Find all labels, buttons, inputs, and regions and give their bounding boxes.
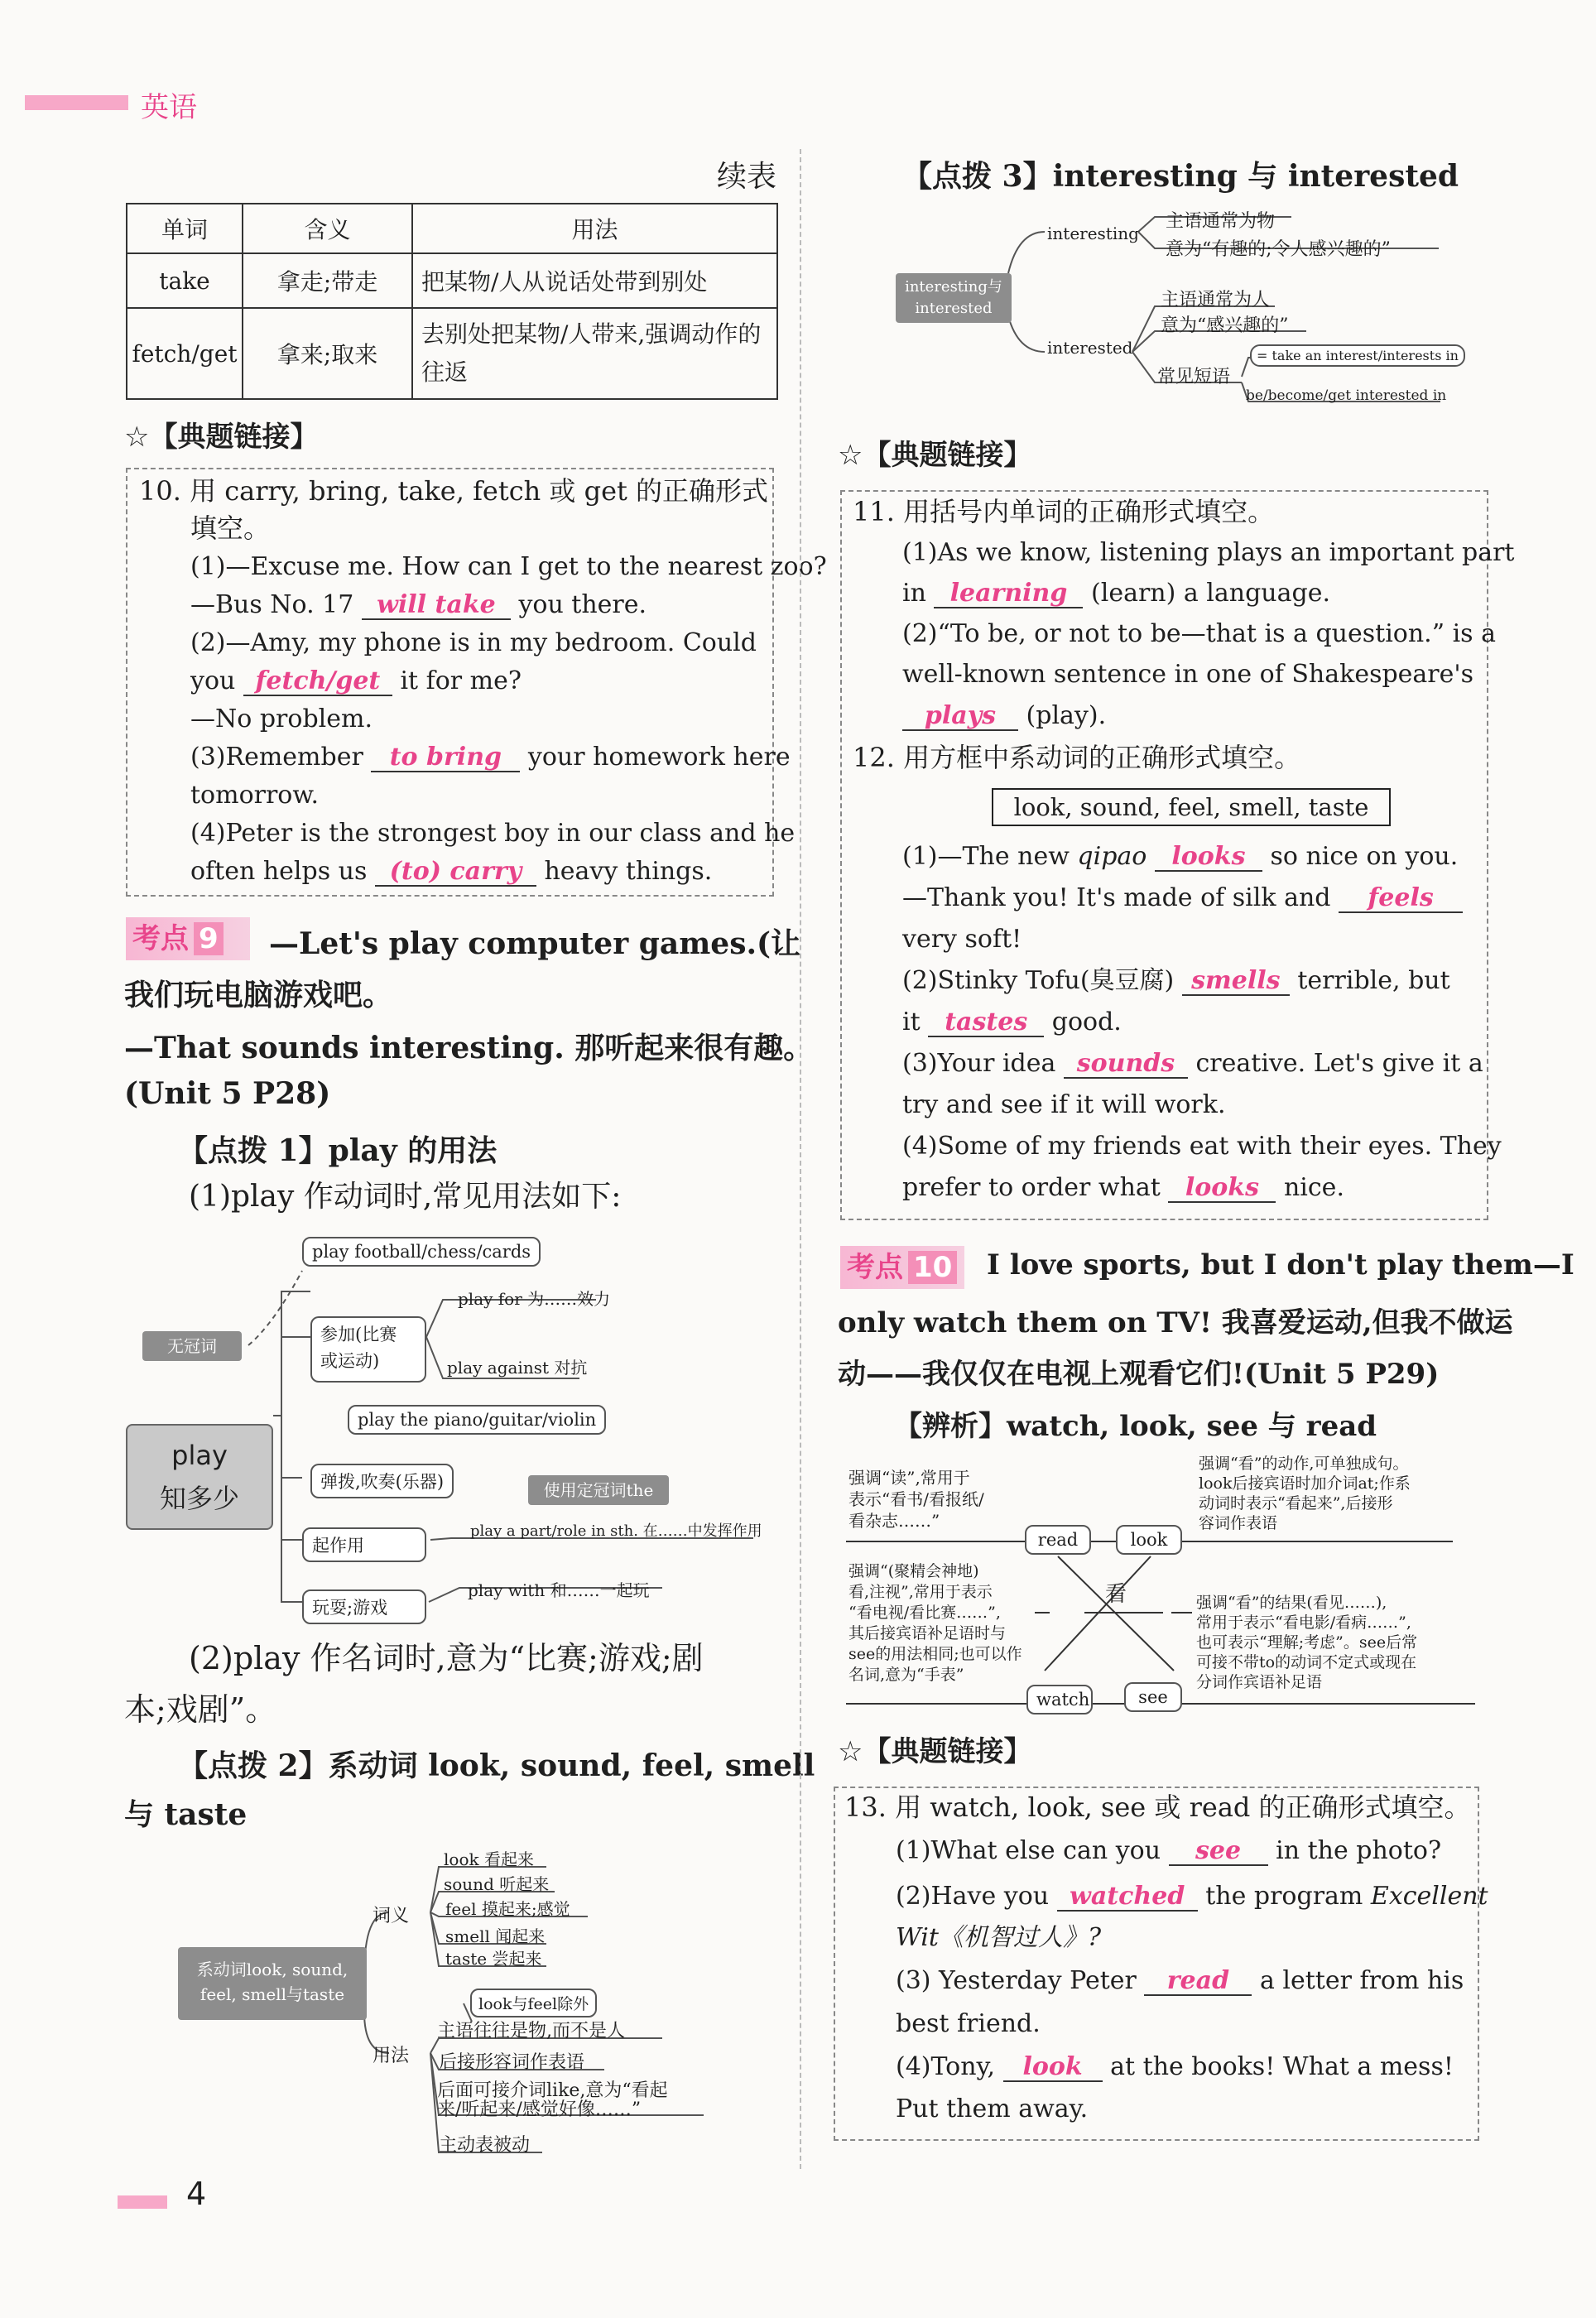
q12-word-box: look, sound, feel, smell, taste	[992, 788, 1391, 826]
q12-text: terrible, but	[1297, 966, 1450, 995]
subject-label: 英语	[141, 91, 197, 124]
q11-line	[902, 575, 1330, 613]
q12-line: (4)Some of my friends eat with their eyes. They	[902, 1132, 1502, 1161]
linking-center-node: 系动词look, sound, feel, smell与taste	[178, 1947, 367, 2020]
q12-text: so nice on you.	[1270, 842, 1459, 871]
q10-line: tomorrow.	[190, 781, 320, 810]
answer-text: sounds	[1076, 1049, 1175, 1078]
play-phrase: play with 和……一起玩	[468, 1580, 650, 1600]
answer-blank	[1182, 968, 1290, 996]
q12-text: (3)Your idea	[902, 1049, 1056, 1078]
tip-title: 【点拨 2】系动词 look, sound, feel, smell	[178, 1748, 815, 1783]
q13-text: a letter from his	[1259, 1966, 1464, 1995]
answer-text: looks	[1185, 1173, 1259, 1202]
q13-line	[896, 1962, 1464, 2000]
linking-usage: 后面可接介词like,意为“看起	[437, 2080, 668, 2101]
q12-text: creative. Let's give it a	[1195, 1049, 1483, 1078]
tip-title: 【点拨 1】play 的用法	[178, 1133, 498, 1168]
linking-meaning: look 看起来	[444, 1849, 534, 1869]
answer-text: look	[1022, 2052, 1083, 2081]
answer-text: plays	[924, 701, 997, 730]
tip3-word: interesting	[1047, 224, 1139, 243]
q10-line: (2)—Amy, my phone is in my bedroom. Could	[190, 628, 757, 657]
tip3-note: 常见短语	[1157, 367, 1231, 387]
q10-text: (3)Remember	[190, 743, 363, 772]
q12-line: very soft!	[902, 925, 1022, 954]
desc-see	[1196, 1593, 1417, 1692]
kd10-text: only watch them on TV! 我喜爱运动,但我不做运	[838, 1306, 1513, 1339]
kaodian-badge	[840, 1246, 964, 1289]
tip3-note: 意为“感兴趣的”	[1161, 315, 1289, 336]
desc-line: 分词作宾语补足语	[1196, 1673, 1323, 1691]
tip3-center-node: interesting与interested	[896, 273, 1012, 323]
q12-line	[902, 1003, 1122, 1041]
desc-line: 也可表示“理解;考虑”。see后常	[1196, 1633, 1418, 1652]
desc-line: 看杂志……”	[848, 1511, 940, 1531]
answer-blank	[934, 580, 1083, 608]
tip-title: 【辨析】watch, look, see 与 read	[894, 1410, 1377, 1443]
desc-line: look后接宾语时加介词at;作系	[1199, 1474, 1411, 1493]
desc-line: 名词,意为“手表”	[848, 1666, 964, 1684]
q10-text: your homework here	[527, 743, 791, 772]
link-title: ☆【典题链接】	[124, 421, 319, 454]
q12-line	[902, 962, 1450, 1000]
q10-stem: 10. 用 carry, bring, take, fetch 或 get 的正确形式	[139, 475, 769, 507]
watch-map-center: 看	[1105, 1582, 1127, 1607]
no-article-tag: 无冠词	[142, 1331, 242, 1361]
desc-read	[848, 1467, 984, 1532]
linking-usage: 来/听起来/感觉好像……”	[437, 2099, 642, 2120]
q10-stem: 填空。	[190, 512, 271, 544]
linking-usage: 后接形容词作表语	[439, 2052, 585, 2073]
answer-text: to bring	[389, 743, 502, 772]
play-phrase: play for 为……效力	[458, 1289, 611, 1309]
desc-line: 强调“读”,常用于	[848, 1468, 970, 1488]
play-center-title: play	[171, 1440, 228, 1471]
tip-title: 与 taste	[124, 1797, 248, 1832]
desc-line: see的用法相同;也可以作	[848, 1645, 1022, 1663]
table-cell: take	[127, 253, 243, 308]
answer-blank	[243, 668, 392, 696]
q12-line	[902, 838, 1458, 876]
kaodian-number: 10	[908, 1251, 957, 1284]
q12-text: good.	[1051, 1008, 1122, 1036]
q12-text: qipao	[1077, 842, 1147, 871]
answer-blank	[371, 744, 520, 772]
q13-text: in the photo?	[1276, 1836, 1442, 1865]
q10-line	[190, 586, 647, 624]
q11-line: (1)As we know, listening plays an important part	[902, 538, 1515, 567]
use-the-tag: 使用定冠词the	[528, 1475, 669, 1505]
linking-meaning: taste 尝起来	[445, 1949, 542, 1969]
answer-text: see	[1195, 1836, 1242, 1865]
q10-line: —No problem.	[190, 705, 373, 733]
q10-text: it for me?	[400, 666, 522, 695]
desc-line: 看,注视”,常用于表示	[848, 1583, 993, 1601]
answer-text: fetch/get	[255, 666, 381, 695]
q13-stem: 13. 用 watch, look, see 或 read 的正确形式填空。	[844, 1791, 1471, 1823]
play-noun-text: 本;戏剧”。	[124, 1691, 277, 1728]
tip3-note: 主语通常为人	[1161, 290, 1271, 310]
word-node-look: look	[1116, 1525, 1182, 1555]
q10-text: heavy things.	[544, 857, 713, 886]
answer-text: read	[1166, 1966, 1230, 1995]
q11-text: in	[902, 579, 926, 608]
kaodian-badge	[126, 917, 250, 960]
kd10-text: 动——我仅仅在电视上观看它们!(Unit 5 P29)	[838, 1358, 1440, 1391]
q11-line: (2)“To be, or not to be—that is a question.” is a	[902, 619, 1496, 648]
play-node	[310, 1316, 426, 1383]
q13-text: (1)What else can you	[896, 1836, 1161, 1865]
answer-text: (to) carry	[389, 857, 522, 886]
answer-blank	[1169, 1838, 1268, 1866]
linking-meaning: sound 听起来	[444, 1874, 550, 1894]
q13-text: Excellent	[1370, 1882, 1488, 1911]
answer-blank	[1064, 1051, 1188, 1079]
answer-blank	[928, 1009, 1044, 1037]
q10-text: —Bus No. 17	[190, 590, 354, 619]
continued-label: 续表	[717, 160, 777, 194]
kd9-text: —That sounds interesting. 那听起来很有趣。	[124, 1031, 814, 1065]
desc-line: 强调“看”的结果(看见……),	[1196, 1594, 1387, 1612]
answer-text: tastes	[945, 1008, 1028, 1036]
column-divider	[800, 149, 801, 2169]
desc-line: 可接不带to的动词不定式或现在	[1196, 1653, 1417, 1671]
linking-usage-label: 用法	[373, 2046, 410, 2066]
linking-meaning-label: 词义	[373, 1906, 410, 1926]
play-node: 弹拨,吹奏(乐器)	[310, 1464, 454, 1498]
answer-text: will take	[377, 590, 496, 619]
q10-text: you there.	[518, 590, 647, 619]
linking-usage: 主语往往是物,而不是人	[437, 2021, 625, 2041]
q10-line: (4)Peter is the strongest boy in our class and he	[190, 819, 796, 848]
answer-text: looks	[1171, 842, 1246, 871]
play-center-subtitle: 知多少	[159, 1483, 239, 1514]
play-node-line: 参加(比赛	[320, 1325, 397, 1344]
tip3-note: 意为“有趣的;令人感兴趣的”	[1166, 239, 1391, 260]
play-noun-text: (2)play 作名词时,意为“比赛;游戏;剧	[189, 1640, 704, 1676]
q10-line	[190, 853, 712, 891]
table-cell: 去别处把某物/人带来,强调动作的往返	[412, 308, 777, 399]
tip3-title: 【点拨 3】interesting 与 interested	[902, 159, 1459, 194]
answer-blank	[1155, 844, 1262, 872]
q13-line	[896, 1832, 1441, 1870]
q12-text: —Thank you! It's made of silk and	[902, 883, 1331, 912]
q10-line	[190, 738, 791, 777]
q10-line: (1)—Excuse me. How can I get to the nearest zoo?	[190, 552, 827, 581]
linking-usage: 主动表被动	[439, 2135, 531, 2156]
answer-text: watched	[1070, 1882, 1185, 1911]
desc-look	[1199, 1454, 1411, 1533]
tip-text: (1)play 作动词时,常见用法如下:	[189, 1180, 622, 1214]
q12-line	[902, 1045, 1483, 1083]
table-header: 用法	[412, 204, 777, 253]
word-usage-table	[126, 203, 778, 400]
answer-blank	[902, 703, 1018, 731]
q13-text: (4)Tony,	[896, 2052, 996, 2081]
q12-line	[902, 1169, 1344, 1207]
table-cell: 拿走;带走	[243, 253, 412, 308]
desc-line: 动词时表示“看起来”,后接形	[1199, 1494, 1393, 1512]
answer-blank	[1003, 2054, 1103, 2082]
q11-text: (play).	[1026, 701, 1107, 730]
desc-line: 表示“看书/看报纸/	[848, 1489, 984, 1509]
answer-text: learning	[949, 579, 1068, 608]
play-phrase: play a part/role in sth. 在……中发挥作用	[470, 1522, 762, 1540]
q13-line: Put them away.	[896, 2094, 1089, 2123]
answer-blank	[1339, 885, 1463, 913]
q13-text: the program	[1205, 1882, 1363, 1911]
desc-line: 强调“看”的动作,可单独成句。	[1199, 1455, 1409, 1473]
desc-line: 容词作表语	[1199, 1514, 1278, 1532]
kd9-text: 我们玩电脑游戏吧。	[124, 978, 393, 1012]
q13-text: at the books! What a mess!	[1110, 2052, 1454, 2081]
play-node: play the piano/guitar/violin	[348, 1405, 606, 1435]
q12-text: nice.	[1283, 1173, 1344, 1202]
play-phrase: play against 对抗	[447, 1358, 588, 1378]
linking-exception-node: look与feel除外	[470, 1989, 597, 2017]
q12-text: prefer to order what	[902, 1173, 1161, 1202]
word-node-read: read	[1025, 1525, 1091, 1555]
answer-blank	[1168, 1175, 1276, 1203]
linking-meaning: feel 摸起来;感觉	[445, 1899, 570, 1919]
linking-meaning: smell 闻起来	[445, 1926, 546, 1946]
q11-line: well-known sentence in one of Shakespeare's	[902, 660, 1474, 689]
answer-blank	[375, 858, 536, 887]
tip3-note: 主语通常为物	[1166, 211, 1276, 232]
link-title: ☆【典题链接】	[838, 1735, 1032, 1768]
play-node-line: 或运动)	[320, 1351, 380, 1371]
answer-text: smells	[1191, 966, 1281, 995]
play-node: play football/chess/cards	[302, 1237, 541, 1267]
q13-line	[896, 2048, 1454, 2086]
answer-blank	[1144, 1968, 1252, 1996]
kaodian-label: 考点	[132, 922, 189, 955]
desc-line: 强调“(聚精会神地)	[848, 1562, 979, 1580]
word-node-see: see	[1124, 1682, 1182, 1712]
table-header: 单词	[127, 204, 243, 253]
answer-blank	[362, 592, 511, 620]
page-number: 4	[186, 2176, 207, 2212]
table-cell: 把某物/人从说话处带到别处	[412, 253, 777, 308]
kaodian-label: 考点	[847, 1251, 903, 1284]
q12-line	[902, 879, 1463, 917]
play-center-node	[126, 1424, 273, 1530]
kaodian-number: 9	[194, 922, 224, 955]
desc-line: 常用于表示“看电影/看病……”,	[1196, 1613, 1411, 1632]
kd9-text: (Unit 5 P28)	[124, 1076, 331, 1111]
link-title: ☆【典题链接】	[838, 439, 1032, 472]
tip3-phrase: be/become/get interested in	[1246, 387, 1447, 404]
table-cell: 拿来;取来	[243, 308, 412, 399]
answer-text: feels	[1368, 883, 1434, 912]
word-node-watch: watch	[1026, 1685, 1093, 1714]
table-cell: fetch/get	[127, 308, 243, 399]
q11-stem: 11. 用括号内单词的正确形式填空。	[853, 496, 1275, 527]
q12-text: it	[902, 1008, 921, 1036]
kd10-text: I love sports, but I don't play them—I	[987, 1248, 1574, 1282]
desc-watch	[848, 1561, 1022, 1686]
q10-line	[190, 662, 522, 700]
play-node: 玩耍;游戏	[302, 1589, 426, 1624]
q13-text: (3) Yesterday Peter	[896, 1966, 1137, 1995]
desc-line: “看电视/看比赛……”,	[848, 1604, 1001, 1622]
q12-stem: 12. 用方框中系动词的正确形式填空。	[853, 742, 1301, 773]
q10-text: often helps us	[190, 857, 368, 886]
q12-text: (1)—The new	[902, 842, 1070, 871]
desc-line: 其后接宾语补足语时与	[848, 1624, 1007, 1642]
header-pink-bar	[25, 95, 128, 110]
q13-line	[896, 1878, 1488, 1916]
q11-text: (learn) a language.	[1091, 579, 1330, 608]
play-node: 起作用	[302, 1527, 426, 1562]
q13-line: Wit《机智过人》?	[896, 1923, 1102, 1952]
q13-line: best friend.	[896, 2009, 1041, 2038]
q10-text: you	[190, 666, 236, 695]
tip3-word: interested	[1047, 338, 1133, 358]
kd9-text: —Let's play computer games.(让	[269, 926, 801, 961]
answer-blank	[1057, 1883, 1198, 1912]
q12-line: try and see if it will work.	[902, 1090, 1226, 1119]
q12-text: (2)Stinky Tofu(臭豆腐)	[902, 966, 1175, 995]
q11-line	[902, 697, 1106, 735]
q13-text: (2)Have you	[896, 1882, 1050, 1911]
table-header: 含义	[243, 204, 412, 253]
footer-pink-bar	[118, 2195, 167, 2209]
tip3-phrase-node: = take an interest/interests in	[1250, 344, 1465, 367]
